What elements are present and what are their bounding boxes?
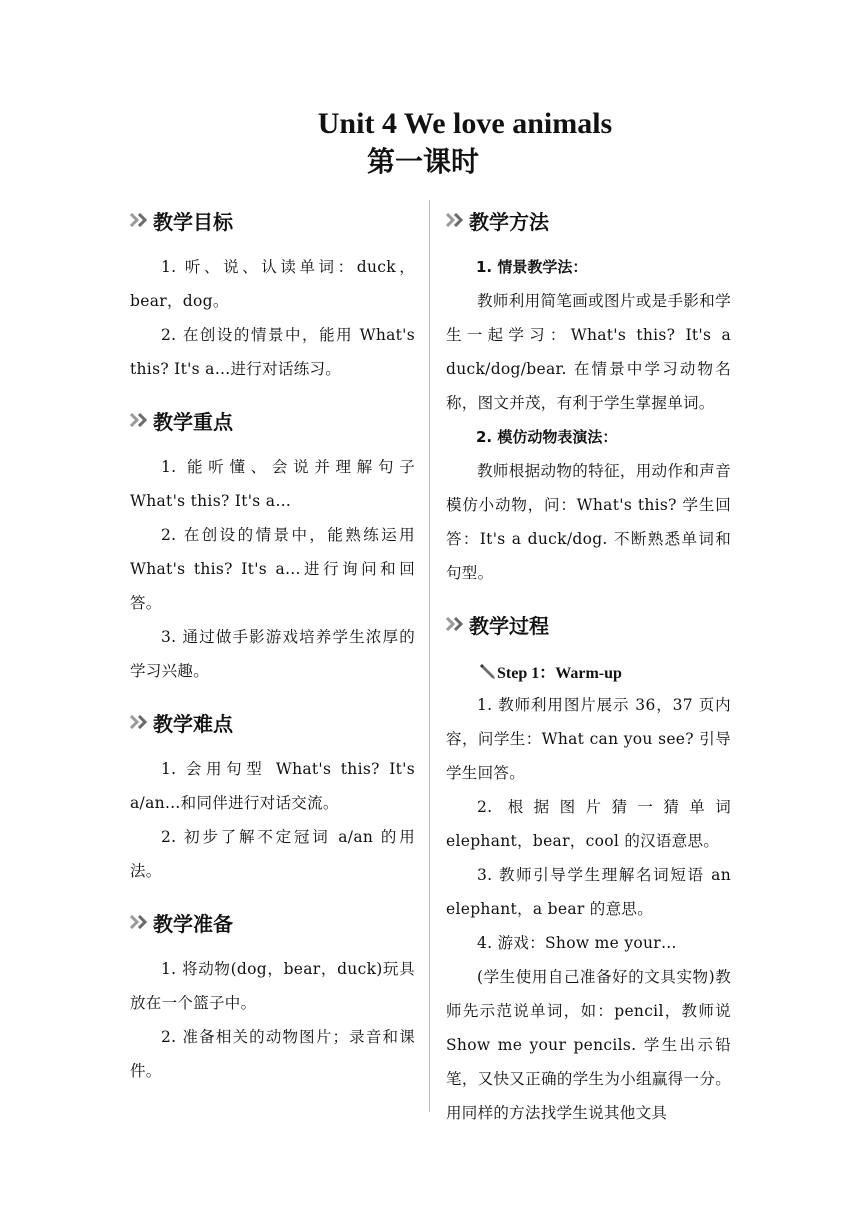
key-point-item: 2. 在创设的情景中，能熟练运用 What's this? It's a…进行询问和回答。 xyxy=(130,526,415,612)
double-chevron-icon xyxy=(446,213,467,227)
double-chevron-icon xyxy=(130,715,151,729)
difficulty-item: 1. 会用句型 What's this? It's a/an…和同伴进行对话交流。 xyxy=(130,760,415,812)
left-column xyxy=(130,200,415,1088)
column-divider xyxy=(429,200,430,1112)
step-heading xyxy=(446,654,731,688)
section-heading-label: 教学难点 xyxy=(153,711,233,736)
section-heading-difficulties xyxy=(130,702,415,742)
method-title: 1. 情景教学法： xyxy=(476,258,588,276)
difficulty-item: 2. 初步了解不定冠词 a/an 的用法。 xyxy=(130,828,415,880)
double-chevron-icon xyxy=(130,413,151,427)
process-item: 3. 教师引导学生理解名词短语 an elephant，a bear 的意思。 xyxy=(446,866,731,918)
objective-item: 1. 听、说、认读单词：duck，bear，dog。 xyxy=(130,258,415,310)
method-text: 教师利用简笔画或图片或是手影和学生一起学习：What's this? It's a duck/dog/bear. 在情景中学习动物名称，图文并茂，有利于学生掌握单词。 xyxy=(446,292,731,412)
section-heading-process xyxy=(446,604,731,644)
process-item: 1. 教师利用图片展示 36，37 页内容，问学生：What can you see? 引导学生回答。 xyxy=(446,696,731,782)
key-point-item: 3. 通过做手影游戏培养学生浓厚的学习兴趣。 xyxy=(130,628,415,680)
double-chevron-icon xyxy=(446,617,467,631)
section-heading-preparation xyxy=(130,902,415,942)
double-chevron-icon xyxy=(130,915,151,929)
key-point-item: 1. 能听懂、会说并理解句子 What's this? It's a… xyxy=(130,458,415,510)
process-item: 2. 根据图片猜一猜单词 elephant，bear，cool 的汉语意思。 xyxy=(446,798,731,850)
section-heading-label: 教学重点 xyxy=(153,409,233,434)
section-heading-label: 教学目标 xyxy=(153,209,233,234)
process-item: (学生使用自己准备好的文具实物)教师先示范说单词，如：pencil，教师说 Show me your pencils. 学生出示铅笔，又快又正确的学生为小组赢得一分。用同样的方法找学生说其他文具 xyxy=(446,968,731,1122)
method-title: 2. 模仿动物表演法： xyxy=(476,428,618,446)
preparation-item: 2. 准备相关的动物图片；录音和课件。 xyxy=(130,1028,415,1080)
section-heading-key-points xyxy=(130,400,415,440)
step-title: Step 1：Warm-up xyxy=(497,664,622,682)
preparation-item: 1. 将动物(dog，bear，duck)玩具放在一个篮子中。 xyxy=(130,960,415,1012)
process-item: 4. 游戏：Show me your… xyxy=(477,934,677,952)
pen-icon xyxy=(478,662,496,680)
section-heading-objectives xyxy=(130,200,415,240)
right-column xyxy=(446,200,731,1130)
section-heading-label: 教学方法 xyxy=(469,209,549,234)
objective-item: 2. 在创设的情景中，能用 What's this? It's a…进行对话练习。 xyxy=(130,326,415,378)
page-subtitle: 第一课时 xyxy=(367,145,480,178)
method-text: 教师根据动物的特征，用动作和声音模仿小动物，问：What's this? 学生回答：It's a duck/dog. 不断熟悉单词和句型。 xyxy=(446,462,731,582)
section-heading-label: 教学准备 xyxy=(153,911,233,936)
section-heading-label: 教学过程 xyxy=(469,613,549,638)
section-heading-methods xyxy=(446,200,731,240)
page-title: Unit 4 We love animals xyxy=(317,107,613,140)
double-chevron-icon xyxy=(130,213,151,227)
